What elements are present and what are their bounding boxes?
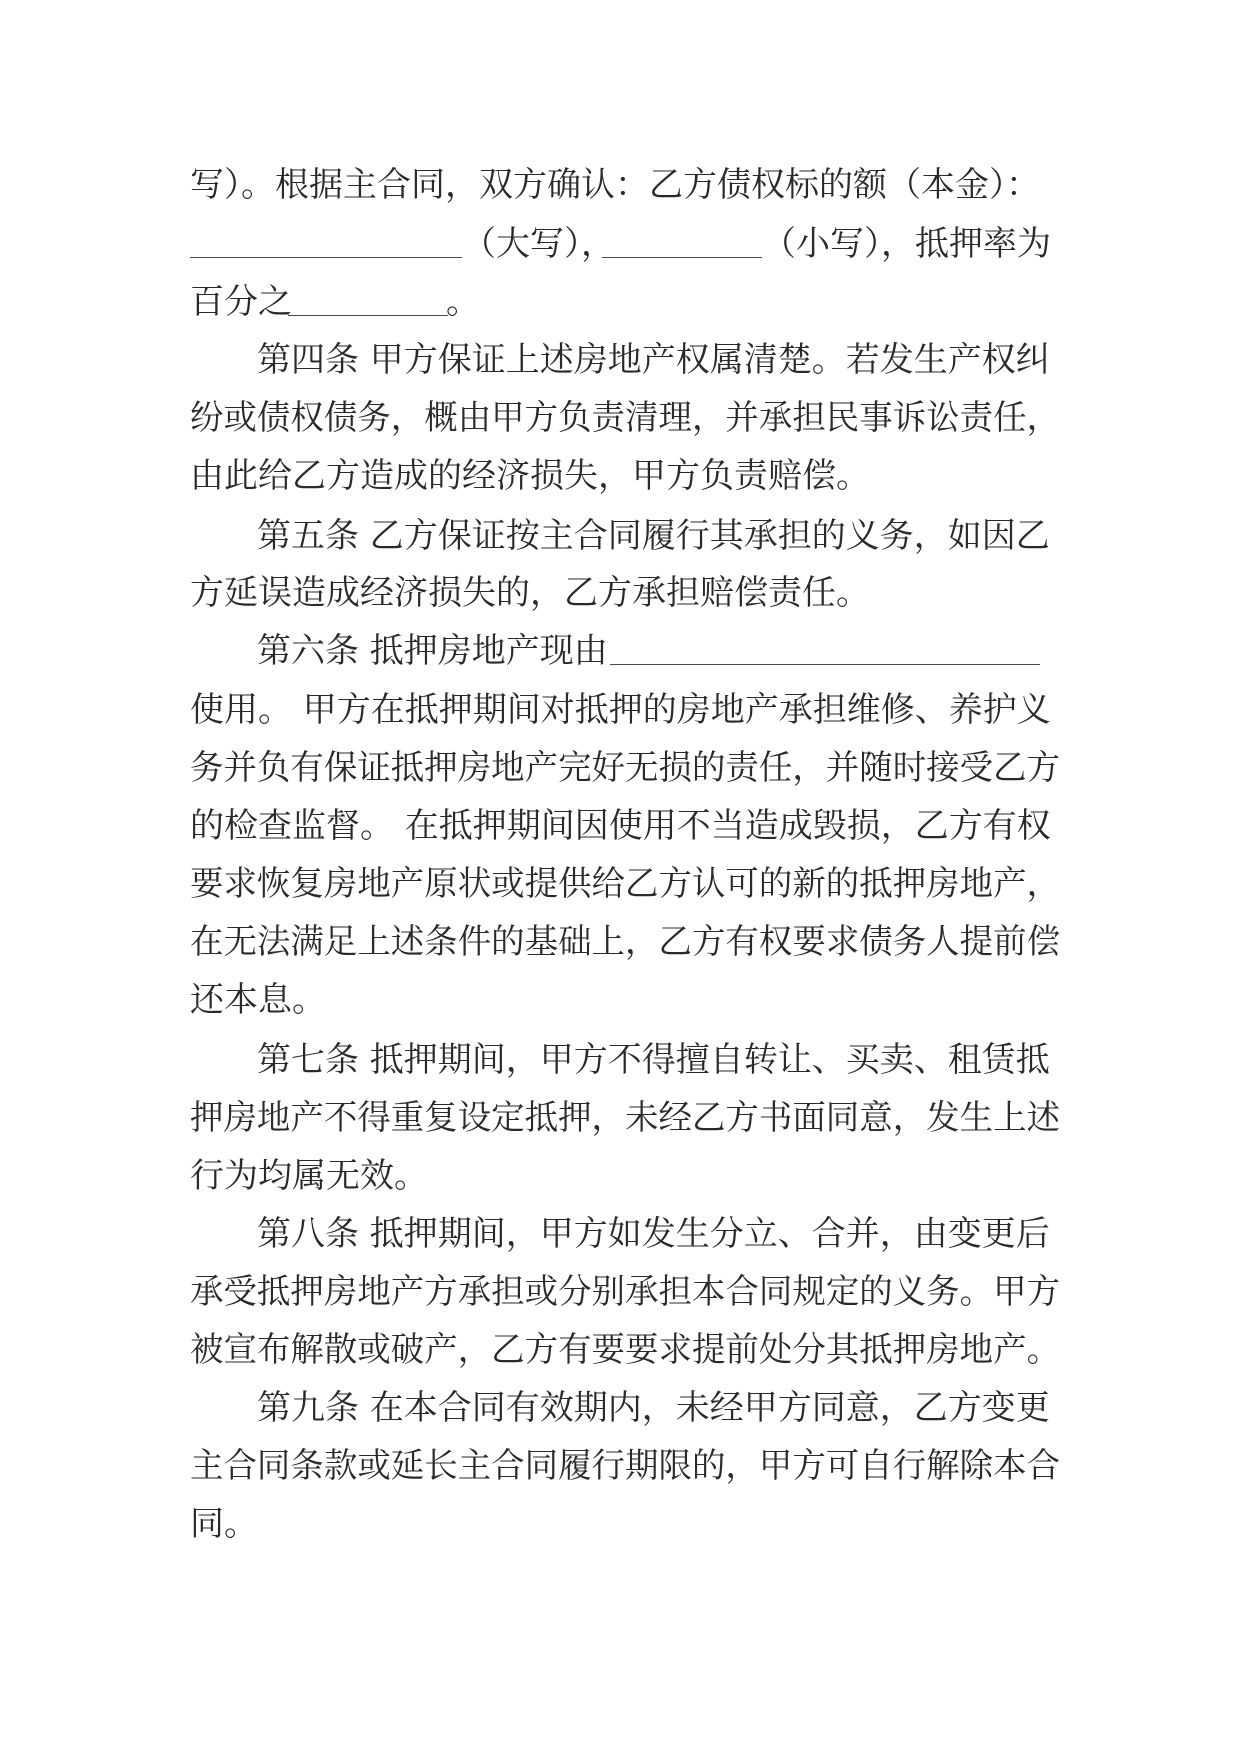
text-run: 第八条 抵押期间，甲方如发生分立、合并，由变更后 <box>257 1214 1050 1254</box>
article-8-line <box>0 1204 1241 1264</box>
text-run: 承受抵押房地产方承担或分别承担本合同规定的义务。甲方 <box>190 1272 1061 1312</box>
text-line <box>0 1494 1241 1554</box>
article-5-line <box>0 506 1241 566</box>
text-line <box>0 563 1241 623</box>
text-line <box>0 970 1241 1030</box>
text-run: 行为均属无效。 <box>190 1156 428 1196</box>
text-run: 使用。 甲方在抵押期间对抵押的房地产承担维修、养护义 <box>190 690 1051 730</box>
text-line <box>3 1262 1224 1322</box>
text-run: 同。 <box>190 1504 258 1544</box>
text-run: 写）。根据主合同，双方确认：乙方债权标的额（本金）： <box>190 165 1040 205</box>
text-run: 的检查监督。 在抵押期间因使用不当造成毁损，乙方有权 <box>190 806 1051 846</box>
fill-in-blank <box>190 257 462 258</box>
text-run: 还本息。 <box>190 980 326 1020</box>
text-run: 纷或债权债务，概由甲方负责清理，并承担民事诉讼责任， <box>190 398 1061 438</box>
fill-in-blank <box>610 664 1040 665</box>
text-line <box>3 1320 1224 1380</box>
article-7-line <box>0 1030 1241 1090</box>
text-run: 要求恢复房地产原状或提供给乙方认可的新的抵押房地产， <box>190 864 1061 904</box>
article-6-line <box>0 621 1241 681</box>
text-line <box>0 446 1241 506</box>
text-run: 第六条 抵押房地产现由 <box>257 631 608 671</box>
text-run: 百分之 <box>190 282 292 322</box>
text-line <box>3 388 1224 448</box>
text-line <box>3 738 1224 798</box>
article-4-line <box>0 330 1241 390</box>
text-run: （大写）， <box>462 224 615 264</box>
text-run: 由此给乙方造成的经济损失，甲方负责赔偿。 <box>190 456 870 496</box>
text-line <box>3 1088 1224 1148</box>
article-9-line <box>0 1378 1241 1438</box>
text-line <box>0 1146 1241 1206</box>
text-line <box>0 155 1241 215</box>
text-line <box>0 796 1241 856</box>
text-run: 第四条 甲方保证上述房地产权属清楚。若发生产权纠 <box>257 340 1050 380</box>
text-run: 第九条 在本合同有效期内，未经甲方同意，乙方变更 <box>257 1388 1050 1428</box>
text-run: （小写），抵押率为 <box>762 224 1051 264</box>
text-line <box>3 1436 1224 1496</box>
text-run: 务并负有保证抵押房地产完好无损的责任，并随时接受乙方 <box>190 748 1061 788</box>
text-run: 第五条 乙方保证按主合同履行其承担的义务，如因乙 <box>257 516 1050 556</box>
text-run: 在无法满足上述条件的基础上，乙方有权要求债务人提前偿 <box>190 922 1061 962</box>
text-run: 押房地产不得重复设定抵押，未经乙方书面同意，发生上述 <box>190 1098 1061 1138</box>
text-run: 第七条 抵押期间，甲方不得擅自转让、买卖、租赁抵 <box>257 1040 1050 1080</box>
text-line <box>0 214 1241 274</box>
text-run: 方延误造成经济损失的，乙方承担赔偿责任。 <box>190 573 870 613</box>
text-line <box>3 854 1224 914</box>
text-run: 被宣布解散或破产，乙方有要要求提前处分其抵押房地产。 <box>190 1330 1061 1370</box>
text-run: 主合同条款或延长主合同履行期限的，甲方可自行解除本合 <box>190 1446 1061 1486</box>
fill-in-blank <box>602 257 762 258</box>
text-line <box>3 912 1224 972</box>
text-line <box>0 680 1241 740</box>
text-run: 。 <box>446 282 480 322</box>
fill-in-blank <box>288 315 448 316</box>
text-line <box>0 272 1241 332</box>
